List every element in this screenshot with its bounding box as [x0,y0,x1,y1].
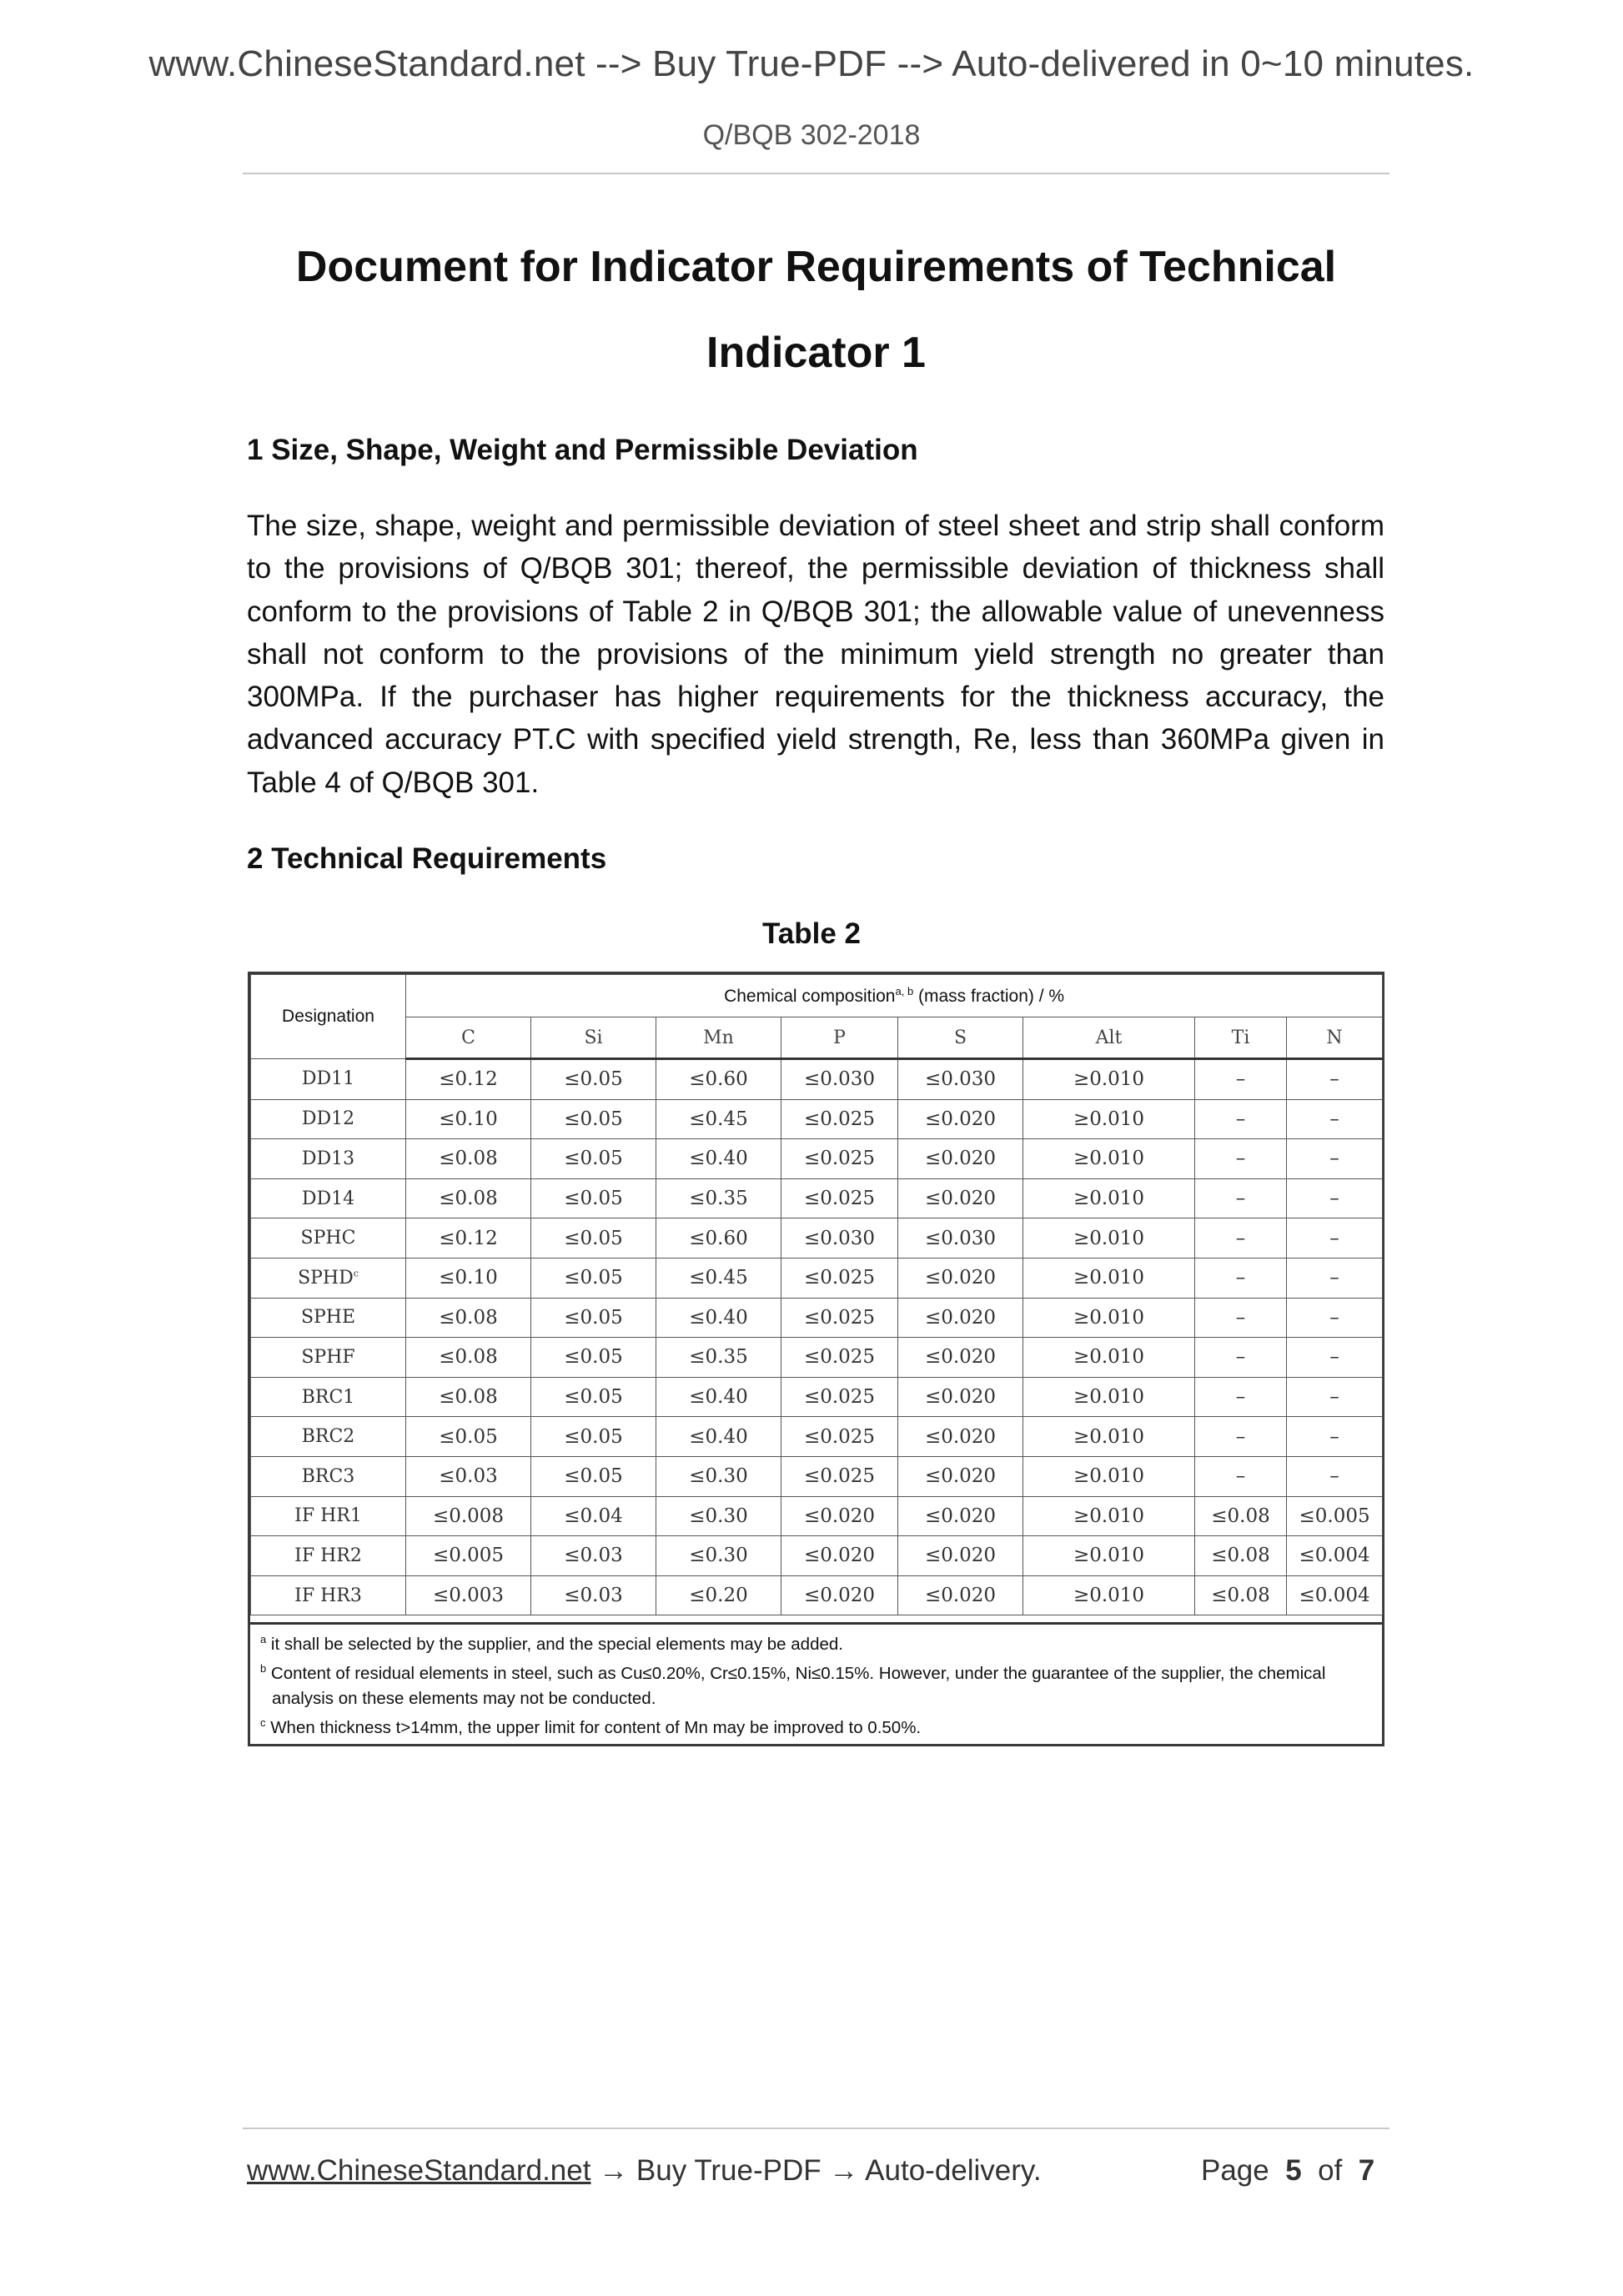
value-cell-mn: ≤0.45 [656,1099,781,1139]
composition-header-label: Chemical composition [724,987,896,1006]
value-cell-ti: – [1195,1417,1287,1457]
table-row [251,1575,1383,1615]
value-cell-alt: ≥0.010 [1023,1178,1195,1218]
value-cell-c: ≤0.08 [406,1139,531,1179]
composition-header [406,975,1383,1017]
grade-cell [251,1099,406,1139]
page-title-line1: Document for Indicator Requirements of Technical [295,243,1337,291]
page-indicator [1201,2154,1374,2188]
grade-cell [251,1139,406,1179]
table-grid [250,974,1383,1615]
table-body [251,1059,1383,1615]
value-cell-ti: – [1195,1178,1287,1218]
value-cell-mn: ≤0.40 [656,1377,781,1417]
value-cell-c: ≤0.03 [406,1456,531,1496]
value-cell-alt: ≥0.010 [1023,1496,1195,1536]
value-cell-c: ≤0.08 [406,1178,531,1218]
footer-site-link[interactable]: www.ChineseStandard.net [247,2154,591,2187]
footnote-c-mark: c [260,1716,266,1730]
value-cell-n: – [1287,1377,1383,1417]
grade-label: DD11 [301,1068,355,1090]
column-header-si: Si [531,1017,656,1059]
value-cell-alt: ≥0.010 [1023,1139,1195,1179]
value-cell-p: ≤0.025 [781,1178,898,1218]
value-cell-c: ≤0.008 [406,1496,531,1536]
page-of: of [1318,2154,1343,2187]
value-cell-p: ≤0.025 [781,1377,898,1417]
grade-cell [251,1456,406,1496]
value-cell-s: ≤0.020 [898,1456,1023,1496]
value-cell-s: ≤0.020 [898,1496,1023,1536]
value-cell-p: ≤0.025 [781,1456,898,1496]
value-cell-n: – [1287,1218,1383,1259]
value-cell-si: ≤0.05 [531,1456,656,1496]
grade-label: BRC3 [301,1465,355,1487]
value-cell-alt: ≥0.010 [1023,1218,1195,1259]
footnote-b-continued: analysis on these elements may not be conducted. [272,1688,656,1708]
value-cell-mn: ≤0.40 [656,1298,781,1338]
value-cell-alt: ≥0.010 [1023,1298,1195,1338]
footnote-a-mark: a [260,1633,267,1645]
value-cell-s: ≤0.030 [898,1218,1023,1259]
grade-label: BRC2 [301,1426,355,1448]
value-cell-p: ≤0.020 [781,1575,898,1615]
value-cell-n: ≤0.004 [1287,1536,1383,1576]
table-caption: Table 2 [761,917,861,950]
value-cell-p: ≤0.025 [781,1139,898,1179]
grade-cell [251,1258,406,1298]
value-cell-mn: ≤0.20 [656,1575,781,1615]
value-cell-alt: ≥0.010 [1023,1059,1195,1100]
value-cell-alt: ≥0.010 [1023,1338,1195,1378]
value-cell-s: ≤0.020 [898,1338,1023,1378]
value-cell-c: ≤0.12 [406,1218,531,1259]
value-cell-p: ≤0.020 [781,1536,898,1576]
value-cell-n: – [1287,1099,1383,1139]
grade-cell [251,1298,406,1338]
table-row [251,1496,1383,1536]
value-cell-n: – [1287,1417,1383,1457]
value-cell-ti: – [1195,1298,1287,1338]
footer-left [247,2154,1042,2188]
header-divider [243,173,1389,174]
value-cell-n: ≤0.005 [1287,1496,1383,1536]
table-footnotes [260,1627,1374,1740]
value-cell-ti: ≤0.08 [1195,1496,1287,1536]
value-cell-si: ≤0.05 [531,1417,656,1457]
value-cell-si: ≤0.05 [531,1059,656,1100]
value-cell-c: ≤0.10 [406,1258,531,1298]
top-banner: www.ChineseStandard.net --> Buy True-PDF --> Auto-delivered in 0~10 minutes. [148,43,1475,84]
page-total: 7 [1358,2154,1375,2187]
grade-label: DD13 [301,1148,355,1169]
table-row [251,1099,1383,1139]
value-cell-p: ≤0.025 [781,1417,898,1457]
value-cell-si: ≤0.05 [531,1099,656,1139]
value-cell-ti: ≤0.08 [1195,1575,1287,1615]
value-cell-alt: ≥0.010 [1023,1099,1195,1139]
value-cell-s: ≤0.020 [898,1298,1023,1338]
composition-header-sup: a, b [895,985,914,997]
value-cell-si: ≤0.05 [531,1258,656,1298]
value-cell-n: – [1287,1456,1383,1496]
column-header-n: N [1287,1017,1383,1059]
value-cell-c: ≤0.08 [406,1298,531,1338]
value-cell-p: ≤0.030 [781,1218,898,1259]
grade-label: IF HR2 [294,1545,362,1566]
value-cell-mn: ≤0.30 [656,1496,781,1536]
table-row [251,1178,1383,1218]
value-cell-mn: ≤0.60 [656,1059,781,1100]
grade-footnote-mark: c [353,1268,359,1279]
column-header-p: P [781,1017,898,1059]
column-header-c: C [406,1017,531,1059]
footnote-b-text-line1: Content of residual elements in steel, such as Cu≤0.20%, Cr≤0.15%, Ni≤0.15%. However, under the guarantee of the supplier, the chemical [266,1664,1326,1684]
value-cell-alt: ≥0.010 [1023,1258,1195,1298]
value-cell-mn: ≤0.35 [656,1338,781,1378]
value-cell-p: ≤0.025 [781,1258,898,1298]
value-cell-ti: – [1195,1139,1287,1179]
page-current: 5 [1285,2154,1302,2187]
value-cell-mn: ≤0.30 [656,1456,781,1496]
value-cell-alt: ≥0.010 [1023,1536,1195,1576]
value-cell-mn: ≤0.40 [656,1139,781,1179]
value-cell-c: ≤0.10 [406,1099,531,1139]
value-cell-s: ≤0.020 [898,1575,1023,1615]
value-cell-si: ≤0.05 [531,1178,656,1218]
page-title-line2: Indicator 1 [706,329,926,377]
table-row [251,1536,1383,1576]
value-cell-s: ≤0.020 [898,1417,1023,1457]
value-cell-si: ≤0.05 [531,1338,656,1378]
value-cell-p: ≤0.025 [781,1298,898,1338]
value-cell-n: – [1287,1178,1383,1218]
chemical-composition-table [248,972,1384,1746]
value-cell-mn: ≤0.45 [656,1258,781,1298]
value-cell-p: ≤0.020 [781,1496,898,1536]
grade-label: IF HR3 [294,1585,362,1606]
grade-cell [251,1417,406,1457]
table-row [251,1298,1383,1338]
value-cell-ti: – [1195,1059,1287,1100]
value-cell-s: ≤0.020 [898,1536,1023,1576]
value-cell-ti: ≤0.08 [1195,1536,1287,1576]
value-cell-c: ≤0.005 [406,1536,531,1576]
value-cell-alt: ≥0.010 [1023,1377,1195,1417]
composition-header-suffix: (mass fraction) / % [913,987,1065,1006]
footnote-c-text: When thickness t>14mm, the upper limit for content of Mn may be improved to 0.50%. [265,1717,922,1737]
grade-label: SPHF [301,1346,355,1368]
value-cell-ti: – [1195,1338,1287,1378]
value-cell-c: ≤0.05 [406,1417,531,1457]
grade-label: BRC1 [301,1386,355,1408]
table-row [251,1139,1383,1179]
value-cell-ti: – [1195,1456,1287,1496]
table-row [251,1059,1383,1100]
section1-heading: 1 Size, Shape, Weight and Permissible Deviation [247,434,918,466]
column-header-ti: Ti [1195,1017,1287,1059]
value-cell-si: ≤0.03 [531,1536,656,1576]
value-cell-ti: – [1195,1377,1287,1417]
grade-label: SPHE [300,1307,356,1329]
value-cell-c: ≤0.12 [406,1059,531,1100]
grade-cell [251,1536,406,1576]
value-cell-s: ≤0.020 [898,1377,1023,1417]
section1-paragraph: The size, shape, weight and permissible deviation of steel sheet and strip shall conform to the provisions of Q/BQB 301; thereof, the permissible deviation of thickness shall conform to the provisions of Table 2 in Q/BQB 301; the allowable value of unevenness shall not conform to the provisions of the minimum yield strength no greater than 300MPa. If the purchaser has higher requirements for the thickness accuracy, the advanced accuracy PT.C with specified yield strength, Re, less than 360MPa given in Table 4 of Q/BQB 301. [247,510,1384,799]
column-header-s: S [898,1017,1023,1059]
value-cell-s: ≤0.020 [898,1178,1023,1218]
value-cell-mn: ≤0.35 [656,1178,781,1218]
grade-label: SPHC [300,1228,356,1249]
grade-label: SPHD [298,1267,354,1289]
value-cell-si: ≤0.05 [531,1139,656,1179]
value-cell-si: ≤0.05 [531,1218,656,1259]
value-cell-p: ≤0.030 [781,1059,898,1100]
grade-label: DD14 [301,1188,355,1209]
value-cell-p: ≤0.025 [781,1338,898,1378]
value-cell-ti: – [1195,1218,1287,1259]
value-cell-s: ≤0.020 [898,1139,1023,1179]
grade-cell [251,1575,406,1615]
column-header-alt: Alt [1023,1017,1195,1059]
footer-tagline: → Buy True-PDF → Auto-delivery. [590,2154,1042,2187]
value-cell-alt: ≥0.010 [1023,1456,1195,1496]
value-cell-c: ≤0.08 [406,1377,531,1417]
grade-cell [251,1377,406,1417]
value-cell-c: ≤0.003 [406,1575,531,1615]
value-cell-si: ≤0.04 [531,1496,656,1536]
value-cell-s: ≤0.020 [898,1258,1023,1298]
grade-cell [251,1496,406,1536]
value-cell-ti: – [1195,1258,1287,1298]
footnote-a [260,1627,1374,1656]
grade-label: IF HR1 [294,1505,362,1527]
value-cell-n: – [1287,1298,1383,1338]
value-cell-n: – [1287,1139,1383,1179]
table-row [251,1258,1383,1298]
value-cell-s: ≤0.020 [898,1099,1023,1139]
table-row [251,1417,1383,1457]
value-cell-n: ≤0.004 [1287,1575,1383,1615]
page-label: Page [1201,2154,1269,2187]
value-cell-p: ≤0.025 [781,1099,898,1139]
footer-divider [243,2128,1389,2129]
column-header-mn: Mn [656,1017,781,1059]
value-cell-si: ≤0.03 [531,1575,656,1615]
grade-cell [251,1218,406,1259]
value-cell-ti: – [1195,1099,1287,1139]
value-cell-s: ≤0.030 [898,1059,1023,1100]
notes-divider [250,1622,1382,1625]
value-cell-mn: ≤0.40 [656,1417,781,1457]
footnote-b-mark: b [260,1662,267,1676]
value-cell-mn: ≤0.60 [656,1218,781,1259]
grade-cell [251,1338,406,1378]
grade-cell [251,1059,406,1100]
document-number: Q/BQB 302-2018 [702,119,921,151]
designation-header: Designation [251,975,406,1059]
section2-heading: 2 Technical Requirements [247,842,607,875]
grade-label: DD12 [301,1108,355,1130]
value-cell-n: – [1287,1338,1383,1378]
footnote-c [260,1711,1374,1740]
table-row [251,1456,1383,1496]
table-row [251,1218,1383,1259]
value-cell-n: – [1287,1059,1383,1100]
table-row [251,1377,1383,1417]
value-cell-c: ≤0.08 [406,1338,531,1378]
footnote-b [260,1656,1374,1686]
grade-cell [251,1178,406,1218]
value-cell-n: – [1287,1258,1383,1298]
value-cell-alt: ≥0.010 [1023,1417,1195,1457]
value-cell-mn: ≤0.30 [656,1536,781,1576]
value-cell-si: ≤0.05 [531,1377,656,1417]
table-row [251,1338,1383,1378]
footnote-a-text: it shall be selected by the supplier, and the special elements may be added. [266,1634,843,1654]
value-cell-si: ≤0.05 [531,1298,656,1338]
value-cell-alt: ≥0.010 [1023,1575,1195,1615]
